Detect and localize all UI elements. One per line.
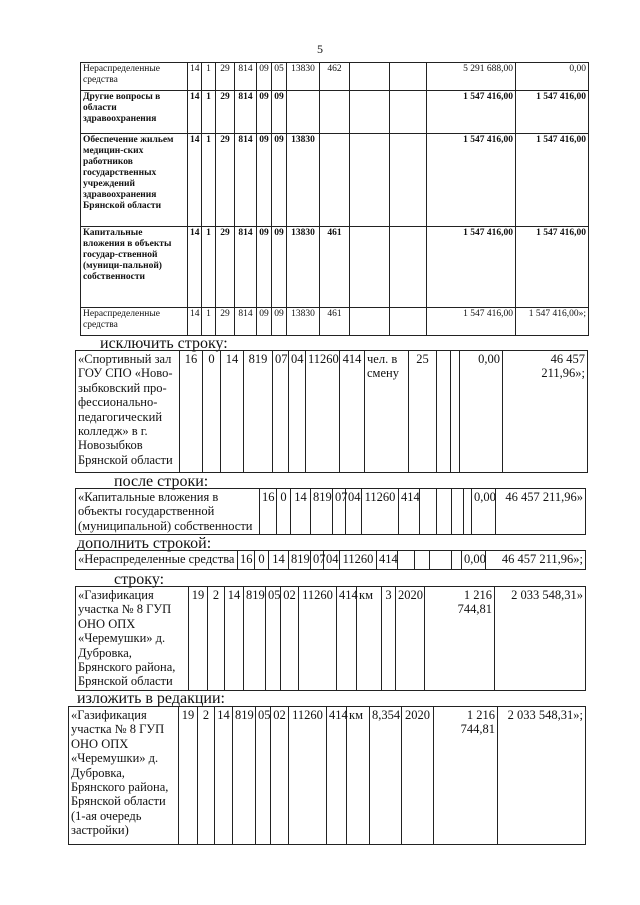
code-cell: 04 (289, 351, 306, 473)
code-cell: 09 (272, 91, 287, 134)
table-row (81, 227, 589, 308)
section-heading-append: дополнить строкой: (77, 535, 212, 552)
code-cell: 19 (189, 587, 208, 691)
code-cell: 414 (377, 551, 398, 570)
code-cell: 14 (188, 308, 202, 336)
code-cell: 13830 (287, 308, 320, 336)
code-cell: 1 (202, 134, 216, 227)
empty-cell (350, 134, 390, 227)
code-cell: 14 (225, 587, 244, 691)
empty-cell (390, 227, 427, 308)
code-cell: 14 (269, 551, 289, 570)
code-cell: 1 (202, 91, 216, 134)
empty-cell (420, 489, 437, 535)
code-cell: 13830 (287, 227, 320, 308)
code-cell: 0 (277, 489, 291, 535)
code-cell: 1 (202, 227, 216, 308)
amount-cell: 46 457 211,96» (496, 489, 586, 535)
code-cell: 14 (188, 134, 202, 227)
row-name: «Нераспределенные средства (76, 551, 238, 570)
top-budget-table (80, 62, 589, 336)
code-cell: 19 (179, 707, 198, 845)
code-cell: 11260 (362, 489, 399, 535)
gasification-new-table (68, 706, 586, 845)
code-cell: 1 (202, 63, 216, 91)
code-cell: 09 (272, 134, 287, 227)
year-cell: 2020 (402, 707, 434, 845)
row-name: Другие вопросы в области здравоохранения (81, 91, 188, 134)
amount-cell: 1 216 744,81 (434, 707, 498, 845)
row-name: «Газификация участка № 8 ГУП ОНО ОПХ «Черемушки» д. Дубровка, Брянского района, Брянской области (1-ая очередь застройки) (69, 707, 179, 845)
code-cell: 11260 (289, 707, 327, 845)
amount-cell: 2 033 548,31» (495, 587, 586, 691)
code-cell: 14 (188, 227, 202, 308)
amount-cell: 1 547 416,00 (427, 134, 516, 227)
section-heading-row: строку: (114, 571, 165, 588)
year-cell: 2020 (396, 587, 425, 691)
code-cell: 1 (202, 308, 216, 336)
section-heading-after: после строки: (114, 473, 209, 490)
code-cell: 09 (272, 227, 287, 308)
amount-cell: 1 547 416,00 (427, 227, 516, 308)
amount-cell: 1 547 416,00»; (516, 308, 589, 336)
code-cell: 814 (235, 308, 257, 336)
empty-cell (350, 308, 390, 336)
row-name: Капитальные вложения в объекты государ-ственной (муници-пальной) собственности (81, 227, 188, 308)
amount-cell: 46 457 211,96»; (503, 351, 588, 473)
empty-cell (415, 551, 430, 570)
code-cell: 02 (271, 707, 289, 845)
row-name: Обеспечение жильем медицин-ских работников государственных учреждений здравоохранения Брянской области (81, 134, 188, 227)
code-cell: 819 (233, 707, 256, 845)
code-cell (320, 91, 350, 134)
code-cell: 414 (337, 587, 357, 691)
code-cell: 0 (203, 351, 221, 473)
code-cell: 16 (260, 489, 277, 535)
code-cell: 09 (257, 134, 272, 227)
code-cell: 414 (327, 707, 347, 845)
amount-cell: 0,00 (460, 351, 503, 473)
empty-cell (390, 134, 427, 227)
unit-cell: чел. в смену (365, 351, 409, 473)
amount-cell: 1 547 416,00 (427, 308, 516, 336)
code-cell: 11260 (340, 551, 377, 570)
amount-cell: 5 291 688,00 (427, 63, 516, 91)
code-cell: 29 (216, 308, 235, 336)
empty-cell (398, 551, 415, 570)
qty-cell: 8,354 (370, 707, 402, 845)
code-cell: 05 (256, 707, 271, 845)
empty-cell (390, 63, 427, 91)
code-cell: 814 (235, 63, 257, 91)
row-name: Нераспределенные средства (81, 63, 188, 91)
code-cell: 2 (198, 707, 215, 845)
amount-cell: 0,00 (462, 551, 486, 570)
amount-cell: 1 547 416,00 (516, 227, 589, 308)
amount-cell: 1 547 416,00 (516, 134, 589, 227)
row-name: «Капитальные вложения в объекты государственной (муниципальной) собственности (76, 489, 260, 535)
section-heading-restate: изложить в редакции: (77, 690, 225, 707)
amount-cell: 0,00 (516, 63, 589, 91)
code-cell: 09 (257, 227, 272, 308)
code-cell: 29 (216, 227, 235, 308)
row-name: «Газификация участка № 8 ГУП ОНО ОПХ «Черемушки» д. Дубровка, Брянского района, Брянской области (76, 587, 189, 691)
code-cell: 814 (235, 134, 257, 227)
code-cell: 11260 (299, 587, 337, 691)
empty-cell (390, 91, 427, 134)
table-row (76, 587, 586, 691)
empty-cell (451, 351, 460, 473)
code-cell: 07 (311, 551, 324, 570)
page-number: 5 (317, 42, 323, 56)
code-cell: 04 (346, 489, 362, 535)
code-cell: 819 (311, 489, 333, 535)
code-cell: 819 (244, 351, 273, 473)
qty-cell: 3 (382, 587, 396, 691)
code-cell: 414 (340, 351, 365, 473)
code-cell: 414 (399, 489, 420, 535)
amount-cell: 1 547 416,00 (427, 91, 516, 134)
code-cell: 13830 (287, 134, 320, 227)
code-cell: 09 (257, 308, 272, 336)
code-cell: 14 (188, 63, 202, 91)
section-heading-exclude: исключить строку: (100, 335, 228, 352)
code-cell: 814 (235, 91, 257, 134)
code-cell: 09 (272, 308, 287, 336)
gasification-old-table (75, 586, 586, 691)
code-cell: 461 (320, 308, 350, 336)
code-cell: 04 (324, 551, 340, 570)
table-row (81, 134, 589, 227)
amount-cell: 46 457 211,96»; (486, 551, 586, 570)
code-cell: 814 (235, 227, 257, 308)
code-cell: 09 (257, 91, 272, 134)
code-cell: 462 (320, 63, 350, 91)
code-cell: 2 (208, 587, 225, 691)
code-cell (287, 91, 320, 134)
undistributed-funds-table (75, 550, 586, 570)
table-row (81, 63, 589, 91)
empty-cell (452, 551, 462, 570)
empty-cell (350, 227, 390, 308)
code-cell: 11260 (306, 351, 340, 473)
code-cell: 05 (266, 587, 281, 691)
code-cell: 0 (255, 551, 269, 570)
code-cell: 16 (180, 351, 203, 473)
code-cell: 14 (215, 707, 233, 845)
unit-cell: км (347, 707, 370, 845)
table-row (76, 489, 586, 535)
code-cell (320, 134, 350, 227)
table-row (76, 351, 588, 473)
table-row (81, 308, 589, 336)
empty-cell (437, 489, 452, 535)
empty-cell (452, 489, 464, 535)
amount-cell: 2 033 548,31»; (498, 707, 586, 845)
code-cell: 14 (221, 351, 244, 473)
row-name: Нераспределенные средства (81, 308, 188, 336)
code-cell: 29 (216, 134, 235, 227)
code-cell: 02 (281, 587, 299, 691)
code-cell: 29 (216, 91, 235, 134)
amount-cell: 1 547 416,00 (516, 91, 589, 134)
code-cell: 09 (257, 63, 272, 91)
table-row (76, 551, 586, 570)
table-row (81, 91, 589, 134)
amount-cell: 1 216 744,81 (425, 587, 495, 691)
code-cell: 461 (320, 227, 350, 308)
capital-investment-table (75, 488, 586, 535)
empty-cell (464, 489, 472, 535)
code-cell: 07 (273, 351, 289, 473)
code-cell: 819 (289, 551, 311, 570)
code-cell: 07 (333, 489, 346, 535)
empty-cell (350, 91, 390, 134)
empty-cell (350, 63, 390, 91)
code-cell: 819 (244, 587, 266, 691)
unit-cell: км (357, 587, 382, 691)
row-name: «Спортивный зал ГОУ СПО «Ново-зыбковский про-фессионально-педагогический колледж» в г. Новозыбков Брянской области (76, 351, 180, 473)
code-cell: 14 (188, 91, 202, 134)
empty-cell (390, 308, 427, 336)
code-cell: 16 (238, 551, 255, 570)
code-cell: 14 (291, 489, 311, 535)
code-cell: 13830 (287, 63, 320, 91)
code-cell: 05 (272, 63, 287, 91)
empty-cell (430, 551, 452, 570)
qty-cell: 25 (409, 351, 437, 473)
year-cell (437, 351, 451, 473)
amount-cell: 0,00 (472, 489, 496, 535)
sport-hall-table (75, 350, 588, 473)
code-cell: 29 (216, 63, 235, 91)
table-row (69, 707, 586, 845)
